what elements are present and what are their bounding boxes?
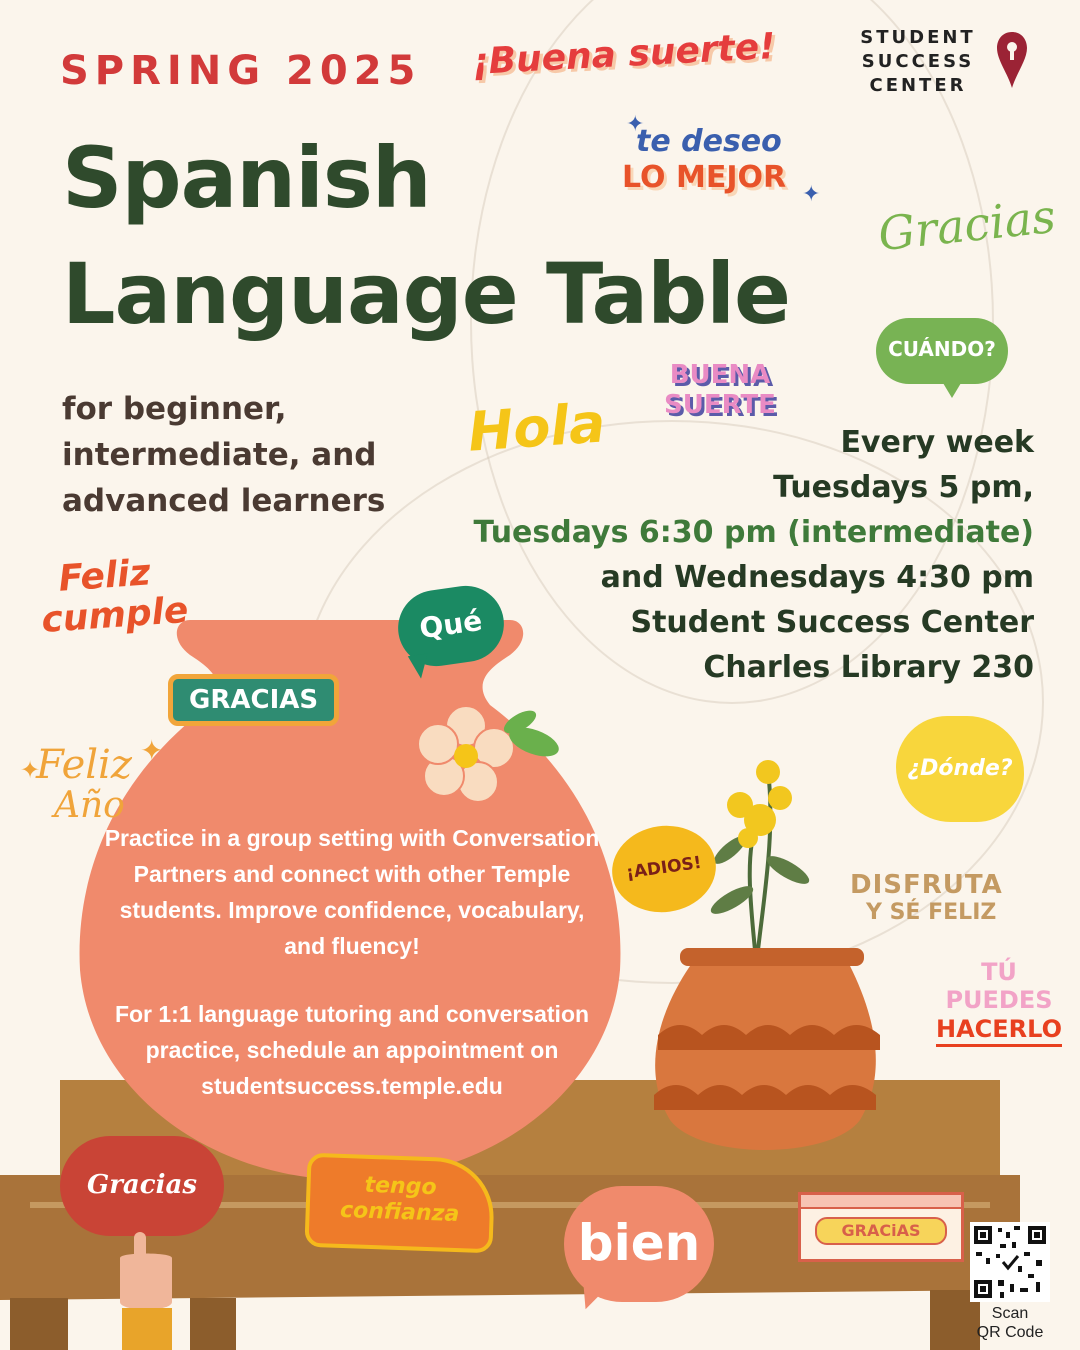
sparkle-icon: ✦ — [20, 756, 41, 784]
te-deseo-sticker: te deseo — [636, 124, 782, 159]
disfruta-sticker — [850, 870, 1003, 925]
lo-mejor-sticker: LO MEJOR — [622, 160, 787, 195]
hacerlo-text: HACERLO — [936, 1014, 1062, 1047]
audience-line-3: advanced learners — [62, 483, 386, 519]
keyhole-pin-icon — [996, 30, 1028, 90]
bien-text: bien — [577, 1214, 701, 1272]
donde-text: ¿Dónde? — [907, 756, 1013, 781]
se-feliz-text: Y SÉ FELIZ — [866, 900, 997, 925]
schedule-line-3: Tuesdays 6:30 pm (intermediate) — [473, 515, 1034, 550]
tu-puedes-hacerlo-sticker — [936, 958, 1062, 1047]
schedule-line-2: Tuesdays 5 pm, — [773, 470, 1034, 505]
flower-icon — [416, 704, 566, 804]
gracias-window-sticker — [798, 1192, 964, 1262]
hand-icon — [112, 1232, 182, 1350]
buena-text: BUENA — [669, 360, 771, 390]
gracias-window-text: GRACiAS — [841, 1221, 921, 1240]
gracias-script-sticker: Gracias — [875, 188, 1059, 262]
buena-suerte-script-sticker: ¡Buena suerte! — [471, 26, 777, 83]
schedule-info — [474, 420, 1034, 690]
description — [96, 820, 608, 1136]
audience-text — [62, 386, 385, 524]
gracias-hand-sign — [60, 1136, 224, 1236]
tengo-text: tengo — [364, 1172, 437, 1201]
bubble-tail — [408, 654, 431, 681]
buena-suerte-block-sticker — [664, 360, 776, 420]
small-pot-with-flowers — [640, 750, 900, 1170]
feliz-ano-line-2: Año — [54, 785, 125, 826]
feliz-cumple-sticker — [37, 551, 189, 641]
sparkle-icon: ✦ — [140, 734, 164, 767]
confianza-text: confianza — [339, 1197, 460, 1228]
schedule-location: Student Success Center — [630, 605, 1034, 640]
window-titlebar — [801, 1195, 961, 1209]
schedule-line-1: Every week — [840, 425, 1034, 460]
sparkle-icon: ✦ — [626, 112, 645, 137]
student-success-center-logo — [848, 26, 1028, 98]
description-paragraph-1: Practice in a group setting with Conversation Partners and connect with other Temple students. Improve confidence, vocabulary, and fluency! — [104, 825, 600, 959]
gracias-badge-sticker — [168, 674, 339, 726]
hola-sticker: Hola — [465, 391, 608, 464]
sparkle-icon: ✦ — [802, 182, 821, 207]
schedule-line-4: and Wednesdays 4:30 pm — [600, 560, 1034, 595]
gracias-hand-text: Gracias — [87, 1170, 197, 1200]
cumple-text: cumple — [40, 589, 190, 642]
schedule-room: Charles Library 230 — [703, 650, 1034, 685]
qr-code[interactable] — [970, 1222, 1050, 1302]
suerte-text: SUERTE — [664, 390, 776, 420]
que-text: Qué — [417, 603, 485, 646]
description-paragraph-2: For 1:1 language tutoring and conversation practice, schedule an appointment on studentsuccess.temple.edu — [114, 1001, 590, 1099]
logo-text — [848, 26, 988, 98]
logo-line-1: STUDENT — [860, 27, 976, 48]
qr-label-line-1: Scan — [991, 1305, 1029, 1322]
cuando-speech-bubble — [876, 318, 1008, 384]
qr-label-line-2: QR Code — [976, 1324, 1044, 1341]
disfruta-text: DISFRUTA — [850, 870, 1003, 900]
bubble-tail — [940, 378, 964, 398]
gracias-badge-text: GRACIAS — [189, 685, 319, 715]
season-label: SPRING 2025 — [60, 48, 422, 94]
logo-line-2: SUCCESS — [861, 51, 975, 72]
feliz-text: Feliz — [57, 552, 152, 600]
qr-label — [964, 1304, 1056, 1342]
feliz-ano-line-1: Feliz — [36, 742, 132, 788]
logo-line-3: CENTER — [869, 75, 967, 96]
donde-speech-bubble — [896, 716, 1024, 822]
title-line-1: Spanish — [62, 129, 431, 227]
cuando-text: CUÁNDO? — [888, 337, 996, 361]
window-search-field — [815, 1217, 947, 1245]
bien-speech-bubble — [564, 1186, 714, 1302]
feliz-ano-sticker — [36, 744, 132, 826]
tu-text: TÚ — [981, 958, 1017, 986]
title-line-2: Language Table — [62, 245, 791, 343]
audience-line-2: intermediate, and — [62, 437, 377, 473]
adios-text: ¡ADIOS! — [624, 852, 703, 884]
tengo-confianza-sticker — [304, 1153, 495, 1254]
puedes-text: PUEDES — [945, 986, 1053, 1014]
audience-line-1: for beginner, — [62, 391, 287, 427]
